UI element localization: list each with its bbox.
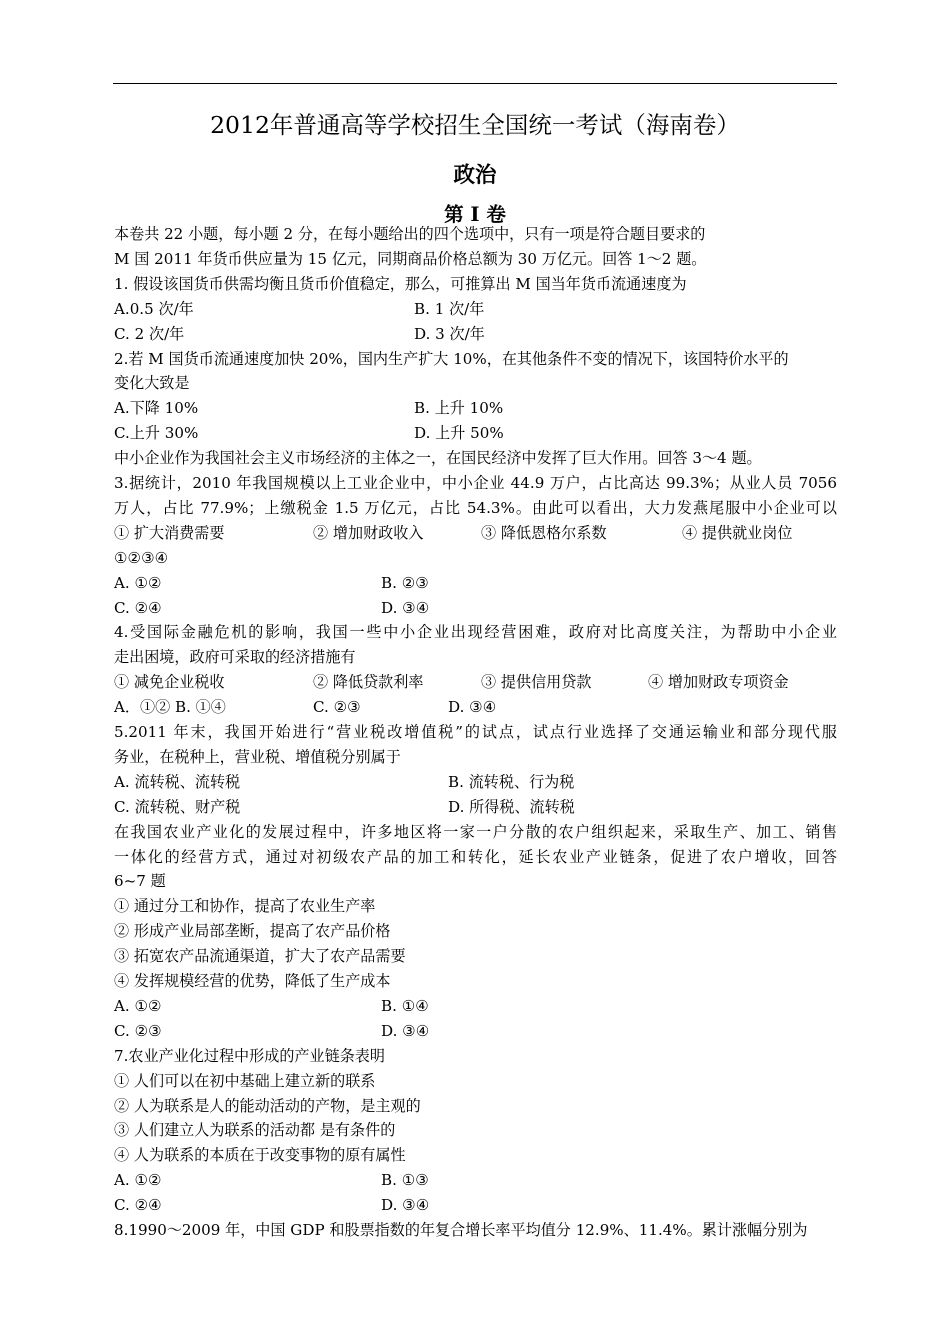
text-line: A.0.5 次/年: [114, 300, 194, 318]
text-line: A. ①②: [114, 997, 162, 1015]
text-line: ② 人为联系是人的能动活动的产物，是主观的: [114, 1097, 421, 1115]
text-line: A. ①②: [114, 1171, 162, 1189]
option-text: ② 增加财政收入: [313, 524, 424, 542]
option-text: B. 上升 10%: [414, 399, 504, 417]
text-line: 2.若 M 国货币流通速度加快 20%，国内生产扩大 10%，在其他条件不变的情况下，该国特价水平的: [114, 350, 789, 368]
option-text: B. 流转税、行为税: [448, 773, 575, 791]
option-text: D. 3 次/年: [414, 325, 485, 343]
text-line: A.下降 10%: [114, 399, 199, 417]
text-line: 务业，在税种上，营业税、增值税分别属于: [114, 748, 401, 766]
header-rule: [113, 83, 837, 84]
option-text: C. ②③: [313, 698, 361, 716]
text-line: 5.2011 年末，我国开始进行“营业税改增值税”的试点，试点行业选择了交通运输业和部分现代服: [114, 723, 837, 741]
option-text: D. 上升 50%: [414, 424, 504, 442]
text-line: C. 流转税、财产税: [114, 798, 241, 816]
text-line: 6~7 题: [114, 872, 166, 890]
option-text: D. ③④: [381, 599, 430, 617]
text-line: 本卷共 22 小题，每小题 2 分，在每小题给出的四个选项中，只有一项是符合题目要求的: [114, 225, 706, 243]
text-line: A．①② B. ①④: [114, 698, 226, 716]
text-line: 8.1990～2009 年，中国 GDP 和股票指数的年复合增长率平均值分 12.9%、11.4%。累计涨幅分别为: [114, 1221, 808, 1239]
option-text: B. ①③: [381, 1171, 429, 1189]
option-text: ④ 提供就业岗位: [682, 524, 793, 542]
text-line: C. ②④: [114, 1196, 162, 1214]
text-line: 1. 假设该国货币供需均衡且货币价值稳定，那么，可推算出 M 国当年货币流通速度为: [114, 275, 687, 293]
option-text: B. ①④: [381, 997, 429, 1015]
option-text: B. 1 次/年: [414, 300, 485, 318]
text-line: ④ 人为联系的本质在于改变事物的原有属性: [114, 1146, 406, 1164]
text-line: ④ 发挥规模经营的优势，降低了生产成本: [114, 972, 391, 990]
text-line: ① 扩大消费需要: [114, 524, 225, 542]
option-text: ③ 提供信用贷款: [481, 673, 592, 691]
section-heading: 第 I 卷: [444, 203, 506, 226]
option-text: D. ③④: [381, 1022, 430, 1040]
option-text: D. ③④: [381, 1196, 430, 1214]
text-line: ① 通过分工和协作，提高了农业生产率: [114, 897, 376, 915]
text-line: 7.农业产业化过程中形成的产业链条表明: [114, 1047, 385, 1065]
text-line: 走出困境，政府可采取的经济措施有: [114, 648, 356, 666]
text-line: 在我国农业产业化的发展过程中，许多地区将一家一户分散的农户组织起来，采取生产、加工、销售: [114, 823, 837, 841]
exam-title: 2012年普通高等学校招生全国统一考试（海南卷）: [210, 111, 740, 139]
text-line: ③ 拓宽农产品流通渠道，扩大了农产品需要: [114, 947, 406, 965]
option-text: D. 所得税、流转税: [448, 798, 575, 816]
text-line: ② 形成产业局部垄断，提高了农产品价格: [114, 922, 391, 940]
text-line: A. ①②: [114, 574, 162, 592]
text-line: C. 2 次/年: [114, 325, 185, 343]
text-line: ① 减免企业税收: [114, 673, 225, 691]
option-text: ③ 降低恩格尔系数: [481, 524, 607, 542]
text-line: 万人，占比 77.9%；上缴税金 1.5 万亿元，占比 54.3%。由此可以看出，大力发燕尾服中小企业可以: [114, 499, 837, 517]
subject-heading: 政治: [453, 163, 497, 188]
text-line: 变化大致是: [114, 374, 190, 392]
text-line: C.上升 30%: [114, 424, 199, 442]
text-line: C. ②④: [114, 599, 162, 617]
text-line: 4.受国际金融危机的影响，我国一些中小企业出现经营困难，政府对比高度关注，为帮助中小企业: [114, 623, 837, 641]
option-text: D. ③④: [448, 698, 497, 716]
text-line: C. ②③: [114, 1022, 162, 1040]
text-line: ①②③④: [114, 549, 169, 567]
option-text: ② 降低贷款利率: [313, 673, 424, 691]
text-line: A. 流转税、流转税: [114, 773, 241, 791]
text-line: 中小企业作为我国社会主义市场经济的主体之一，在国民经济中发挥了巨大作用。回答 3～4 题。: [114, 449, 762, 467]
text-line: ① 人们可以在初中基础上建立新的联系: [114, 1072, 376, 1090]
text-line: 一体化的经营方式，通过对初级农产品的加工和转化，延长农业产业链条，促进了农户增收，回答: [114, 848, 837, 866]
option-text: B. ②③: [381, 574, 429, 592]
text-line: ③ 人们建立人为联系的活动都 是有条件的: [114, 1121, 396, 1139]
text-line: M 国 2011 年货币供应量为 15 亿元，同期商品价格总额为 30 万亿元。回答 1～2 题。: [114, 250, 707, 268]
option-text: ④ 增加财政专项资金: [648, 673, 789, 691]
text-line: 3.据统计，2010 年我国规模以上工业企业中，中小企业 44.9 万户，占比高达 99.3%；从业人员 7056: [114, 474, 837, 492]
